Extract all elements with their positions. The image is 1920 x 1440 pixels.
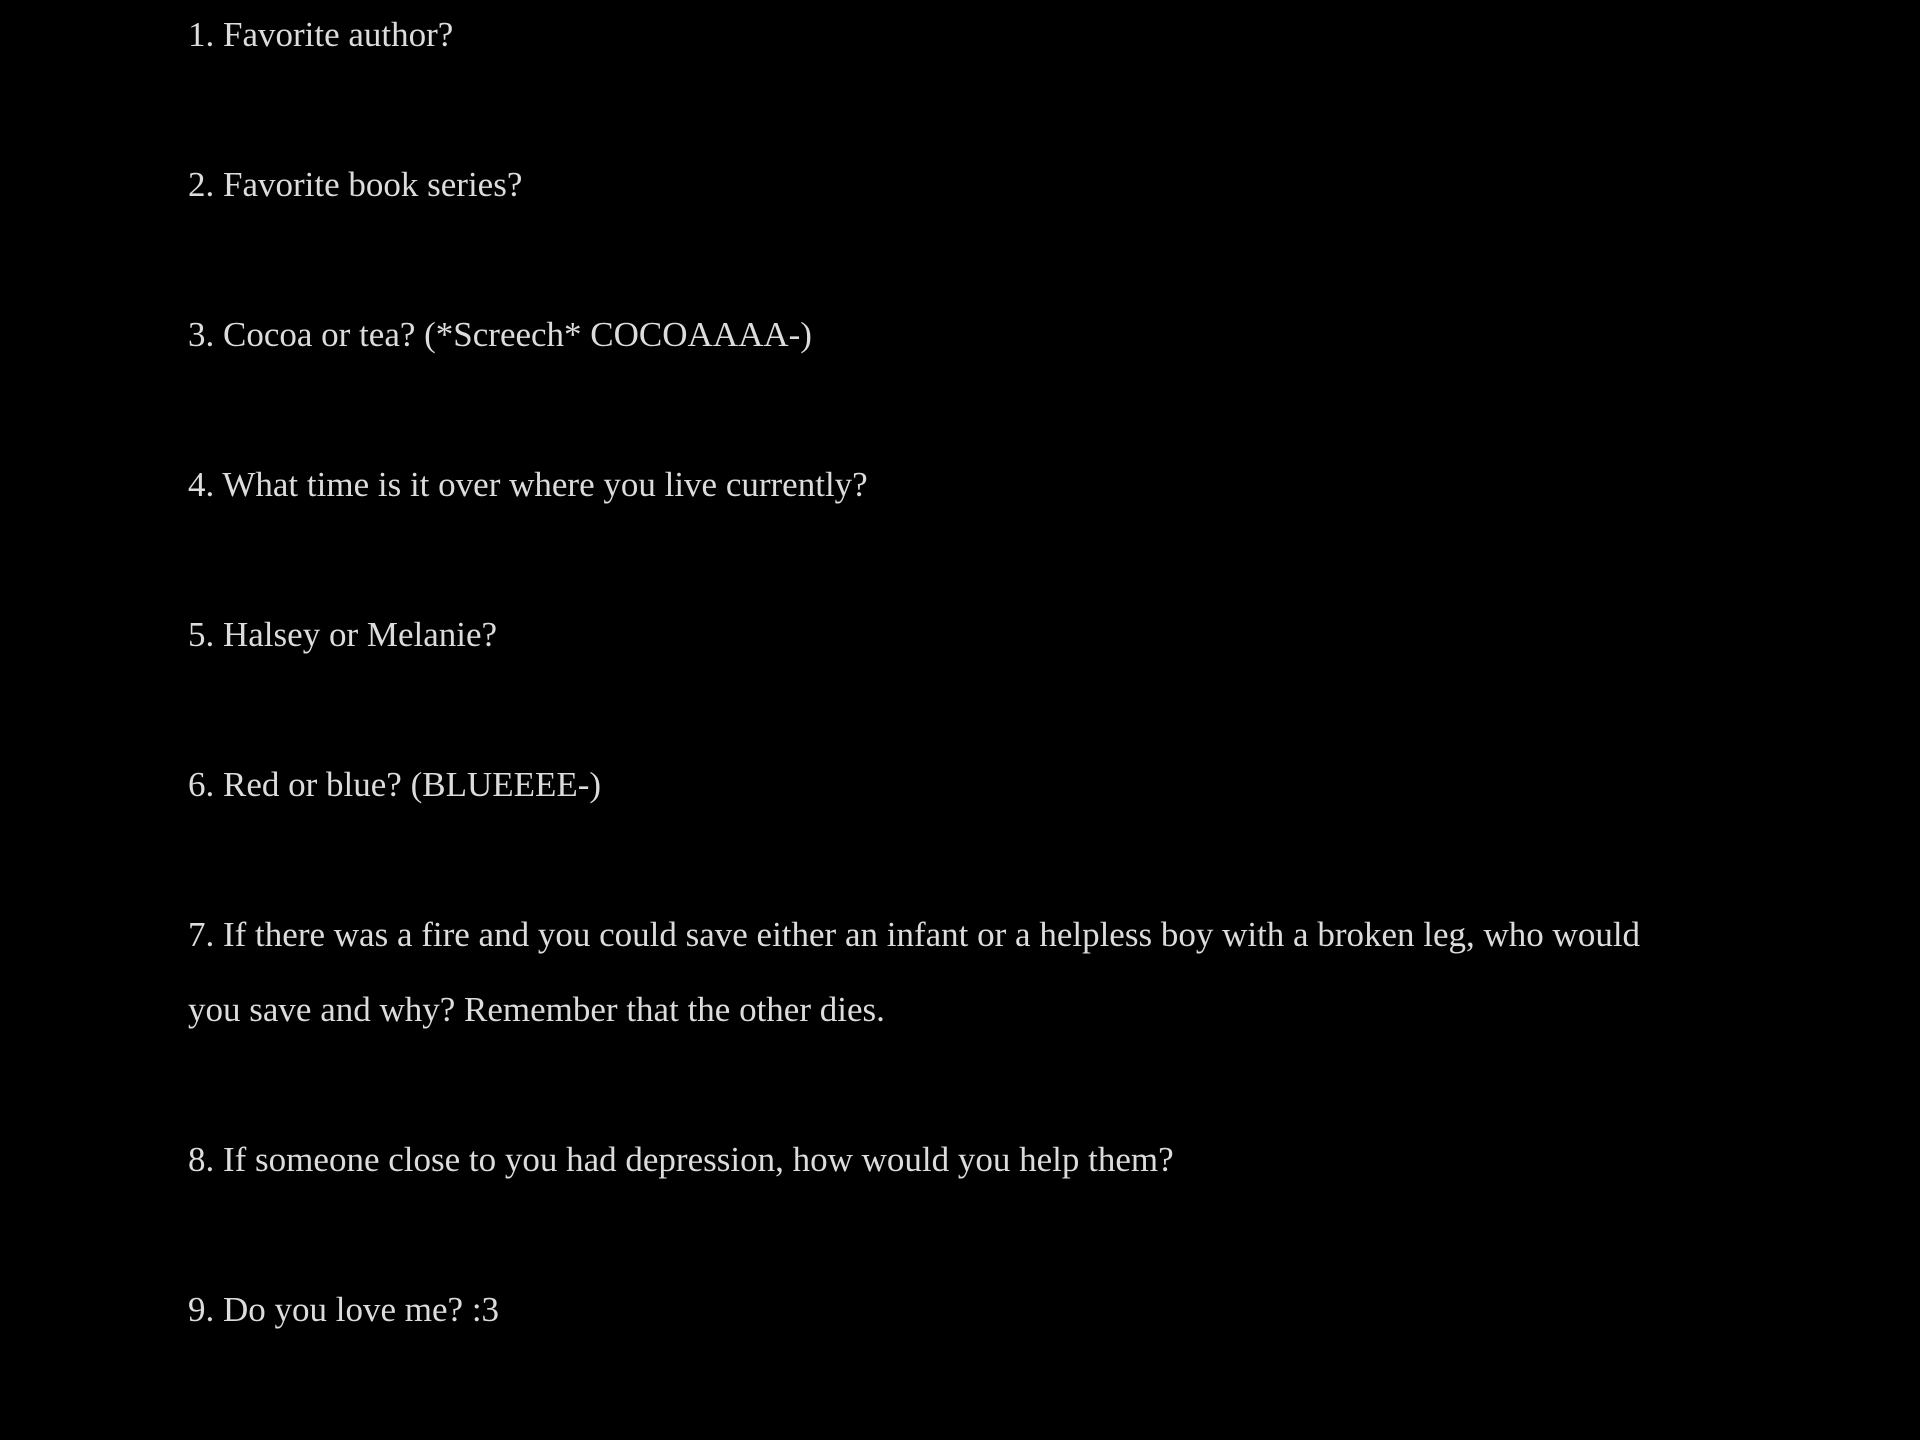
question-2: 2. Favorite book series? — [188, 165, 523, 204]
question-4: 4. What time is it over where you live currently? — [188, 465, 868, 504]
question-7: 7. If there was a fire and you could save either an infant or a helpless boy with a broken leg, who would you save and why? Remember that the other dies. — [188, 915, 1641, 1029]
question-8: 8. If someone close to you had depression, how would you help them? — [188, 1140, 1174, 1179]
question-1: 1. Favorite author? — [188, 15, 454, 54]
question-5: 5. Halsey or Melanie? — [188, 615, 498, 654]
question-9: 9. Do you love me? :3 — [188, 1290, 500, 1329]
question-6: 6. Red or blue? (BLUEEEE-) — [188, 765, 602, 804]
question-3: 3. Cocoa or tea? (*Screech* COCOAAAA-) — [188, 315, 812, 354]
